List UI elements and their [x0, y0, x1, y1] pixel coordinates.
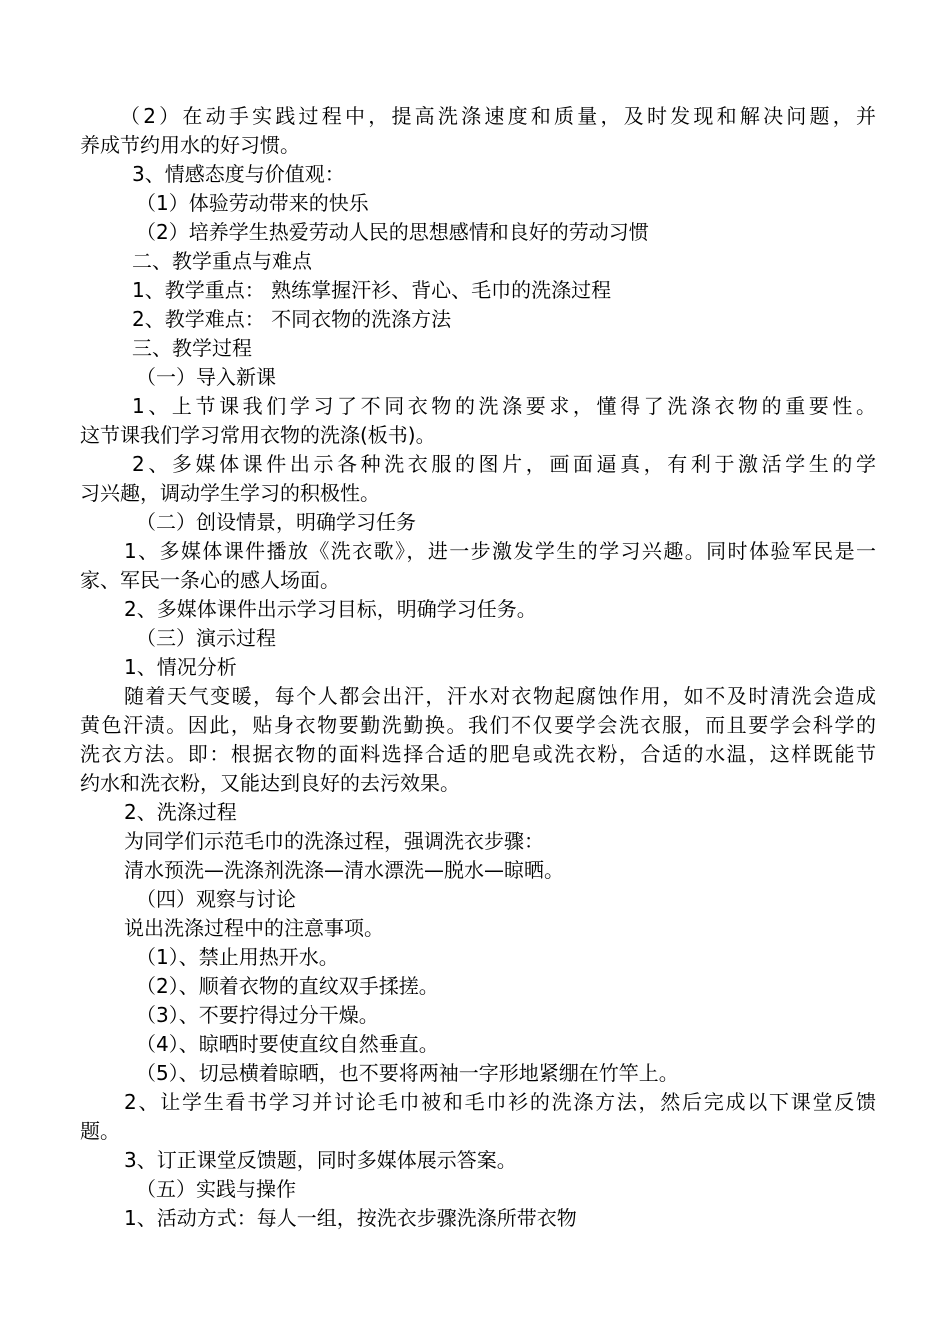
paragraph-line: 家、军民一条心的感人场面。 — [80, 568, 340, 592]
paragraph-line: 1、上节课我们学习了不同衣物的洗涤要求，懂得了洗涤衣物的重要性。 — [132, 394, 876, 418]
paragraph-line: 2、让学生看书学习并讨论毛巾被和毛巾衫的洗涤方法，然后完成以下课堂反馈 — [124, 1090, 876, 1114]
paragraph-line: 2、多媒体课件出示各种洗衣服的图片，画面逼真，有利于激活学生的学 — [132, 452, 876, 476]
paragraph-line: 为同学们示范毛巾的洗涤过程，强调洗衣步骤： — [124, 829, 544, 853]
paragraph-line: 2、多媒体课件出示学习目标，明确学习任务。 — [124, 597, 537, 621]
paragraph-line: 1、活动方式：每人一组，按洗衣步骤洗涤所带衣物 — [124, 1206, 577, 1230]
paragraph-line: 2、洗涤过程 — [124, 800, 237, 824]
document-body — [80, 102, 876, 1233]
subsection-heading: （三）演示过程 — [136, 626, 276, 650]
list-item: （1）体验劳动带来的快乐 — [136, 191, 369, 215]
list-item: （2）培养学生热爱劳动人民的思想感情和良好的劳动习惯 — [136, 220, 649, 244]
paragraph-line: 题。 — [80, 1119, 120, 1143]
paragraph-line: 随着天气变暖，每个人都会出汗，汗水对衣物起腐蚀作用，如不及时清洗会造成 — [124, 684, 876, 708]
paragraph-line: （2）在动手实践过程中，提高洗涤速度和质量，及时发现和解决问题，并 — [120, 104, 876, 128]
paragraph-line: 习兴趣，调动学生学习的积极性。 — [80, 481, 380, 505]
paragraph-line: 3、订正课堂反馈题，同时多媒体展示答案。 — [124, 1148, 517, 1172]
list-item: （4）、晾晒时要使直纹自然垂直。 — [136, 1032, 439, 1056]
list-item: （3）、不要拧得过分干燥。 — [136, 1003, 379, 1027]
subsection-heading: （五）实践与操作 — [136, 1177, 296, 1201]
list-item: （2）、顺着衣物的直纹双手揉搓。 — [136, 974, 439, 998]
list-item: 1、教学重点： 熟练掌握汗衫、背心、毛巾的洗涤过程 — [132, 278, 612, 302]
section-heading: 二、教学重点与难点 — [132, 249, 312, 273]
list-item: （1）、禁止用热开水。 — [136, 945, 339, 969]
paragraph-line: 说出洗涤过程中的注意事项。 — [124, 916, 384, 940]
list-item: 2、教学难点： 不同衣物的洗涤方法 — [132, 307, 452, 331]
paragraph-line: 清水预洗—洗涤剂洗涤—清水漂洗—脱水—晾晒。 — [124, 858, 564, 882]
section-heading: 三、教学过程 — [132, 336, 252, 360]
paragraph-line: 黄色汗渍。因此，贴身衣物要勤洗勤换。我们不仅要学会洗衣服，而且要学会科学的 — [80, 713, 876, 737]
paragraph-line: 约水和洗衣粉，又能达到良好的去污效果。 — [80, 771, 460, 795]
paragraph-line: 1、情况分析 — [124, 655, 237, 679]
subsection-heading: （一）导入新课 — [136, 365, 276, 389]
paragraph-line: 这节课我们学习常用衣物的洗涤(板书)。 — [80, 423, 436, 447]
paragraph-line: 1、多媒体课件播放《洗衣歌》，进一步激发学生的学习兴趣。同时体验军民是一 — [124, 539, 876, 563]
subsection-heading: （四）观察与讨论 — [136, 887, 296, 911]
section-heading: 3、情感态度与价值观： — [132, 162, 345, 186]
subsection-heading: （二）创设情景，明确学习任务 — [136, 510, 416, 534]
paragraph-line: 洗衣方法。即：根据衣物的面料选择合适的肥皂或洗衣粉，合适的水温，这样既能节 — [80, 742, 876, 766]
paragraph-line: 养成节约用水的好习惯。 — [80, 133, 300, 157]
list-item: （5）、切忌横着晾晒，也不要将两袖一字形地紧绷在竹竿上。 — [136, 1061, 679, 1085]
